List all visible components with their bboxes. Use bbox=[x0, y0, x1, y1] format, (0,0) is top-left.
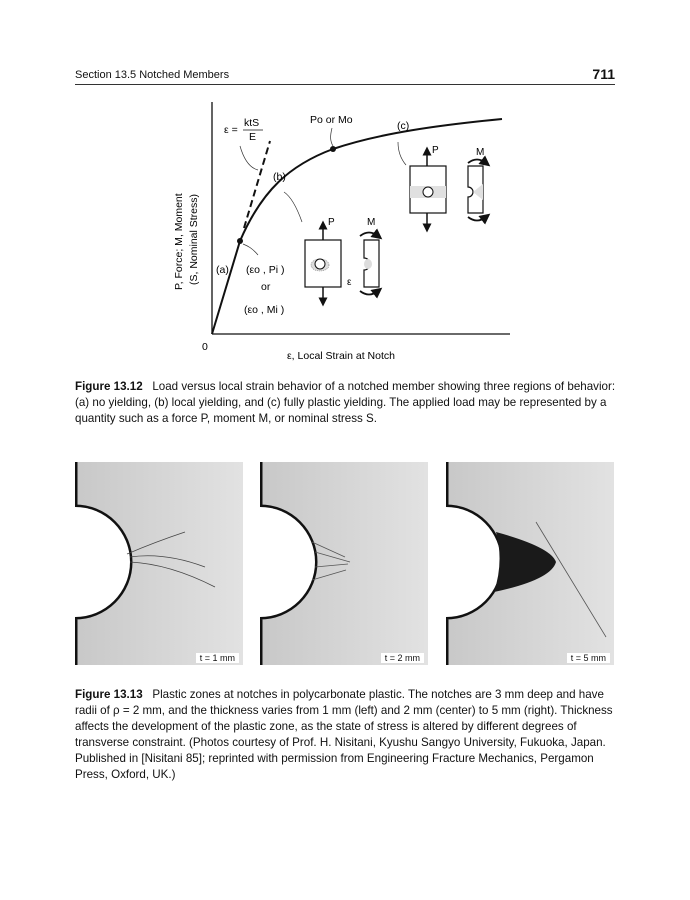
point-or: or bbox=[261, 281, 271, 293]
caption-text: Load versus local strain behavior of a notched member showing three regions of behavior: (a) no yielding, (b) local yielding, and (c) fully plastic yielding. The applied load may be represented by a quantity such as a force P, moment M, or nominal stress S. bbox=[75, 380, 616, 425]
equation-lhs: ε = bbox=[224, 124, 238, 136]
region-b-label: (b) bbox=[273, 171, 286, 183]
moment-arrow bbox=[468, 217, 486, 221]
strain-label: ε bbox=[347, 277, 352, 288]
leader-line bbox=[398, 142, 406, 165]
section-title: Section 13.5 Notched Members bbox=[75, 69, 230, 81]
figure-13-12-diagram bbox=[0, 0, 690, 370]
page-number: 711 bbox=[592, 66, 615, 82]
yield-load-label: Po or Mo bbox=[310, 114, 353, 126]
point-label-2: (εo , Mi ) bbox=[244, 304, 285, 316]
force-label: P bbox=[432, 145, 439, 156]
load-strain-curve bbox=[212, 119, 502, 334]
moment-label: M bbox=[367, 217, 376, 228]
figure-13-13-caption bbox=[75, 687, 620, 783]
caption-label: Figure 13.12 bbox=[75, 380, 143, 393]
yield-point-initial bbox=[237, 238, 243, 244]
leader-line bbox=[284, 192, 302, 222]
point-label-1: (εo , Pi ) bbox=[246, 264, 285, 276]
photo-t2 bbox=[260, 462, 428, 665]
figure-13-12-caption bbox=[75, 379, 620, 427]
origin-label: 0 bbox=[202, 341, 208, 353]
equation-denominator: E bbox=[249, 131, 257, 143]
photo-t5 bbox=[446, 462, 614, 665]
equation-numerator: ktS bbox=[244, 117, 260, 129]
specimen-tension-full bbox=[410, 145, 446, 228]
y-axis-label-2: (S, Nominal Stress) bbox=[188, 193, 200, 285]
specimen-bending-local bbox=[347, 217, 379, 295]
yield-point-full bbox=[330, 146, 336, 152]
y-axis-label: P, Force; M, Moment bbox=[173, 193, 185, 290]
leader-line bbox=[331, 128, 333, 146]
x-axis-label: ε, Local Strain at Notch bbox=[287, 350, 395, 362]
moment-label: M bbox=[476, 147, 485, 158]
moment-arrow bbox=[360, 291, 378, 295]
specimen-bending-full bbox=[468, 147, 486, 221]
leader-line bbox=[240, 146, 258, 170]
thickness-label: t = 1 mm bbox=[196, 653, 239, 663]
moment-arrow bbox=[468, 160, 486, 164]
elastic-dashed-line bbox=[244, 141, 270, 228]
region-c-label: (c) bbox=[397, 120, 410, 132]
moment-arrow bbox=[360, 233, 378, 237]
thickness-label: t = 2 mm bbox=[381, 653, 424, 663]
caption-text: Plastic zones at notches in polycarbonate plastic. The notches are 3 mm deep and have radii of ρ = 2 mm, and the thickness varies from 1 mm (left) and 2 mm (center) to 5 mm (right). Thickness affects the development of the plastic zone, as the state of stress is altered by different degrees of transverse constraint. (Photos courtesy of Prof. H. Nisitani, Kyushu Sangyo University, Fukuoka, Japan. Published in [Nisitani 85]; reprinted with permission from Engineering Fracture Mechanics, Pergamon Press, Oxford, UK.) bbox=[75, 688, 613, 781]
force-label: P bbox=[328, 217, 335, 228]
leader-line bbox=[243, 244, 258, 255]
region-a-label: (a) bbox=[216, 264, 229, 276]
photo-t1 bbox=[75, 462, 243, 665]
caption-label: Figure 13.13 bbox=[75, 688, 143, 701]
specimen-tension-local bbox=[305, 217, 341, 302]
thickness-label: t = 5 mm bbox=[567, 653, 610, 663]
